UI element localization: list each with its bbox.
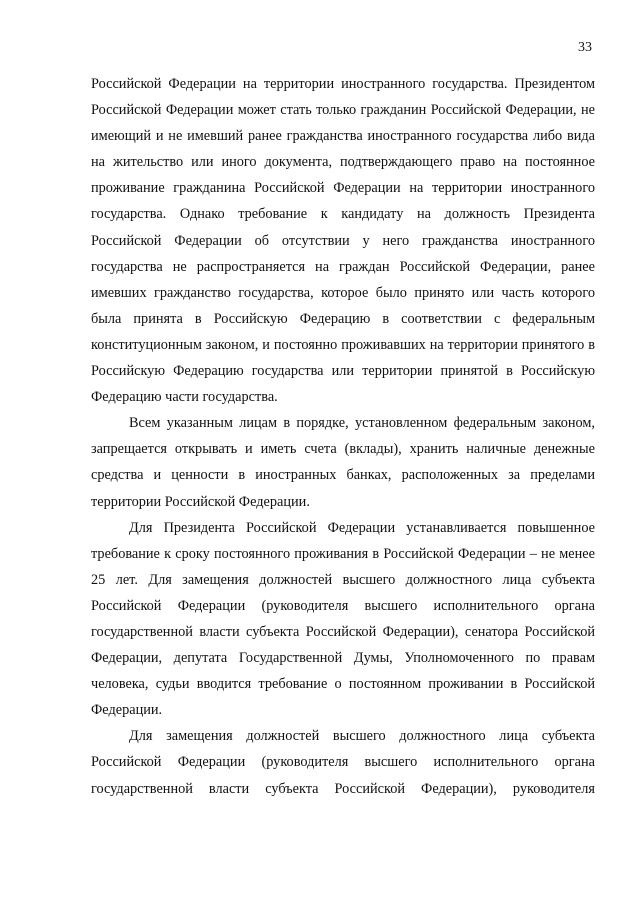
paragraph-regional-heads: Для замещения должностей высшего должностного лица субъекта Российской Федерации (руководителя высшего исполнительного органа государственной власти субъекта Российской Федерации), руководителя bbox=[91, 728, 595, 797]
paragraph-residency-requirement: Для Президента Российской Федерации устанавливается повышенное требование к сроку постоянного проживания в Российской Федерации – не менее 25 лет. Для замещения должностей высшего должностного лица субъекта Российской Федерации (руководителя высшего исполнительного органа государственной власти субъекта Российской Федерации), сенатора Российской Федерации, депутата Государственной Думы, Уполномоченного по правам человека, судьи вводится требование о постоянном проживании в Российской Федерации. bbox=[91, 519, 595, 719]
page-number: 33 bbox=[578, 40, 592, 55]
paragraph-citizenship-requirement: Российской Федерации на территории иностранного государства. Президентом Российской Федерации может стать только гражданин Российской Федерации, не имеющий и не имевший ранее гражданства иностранного государства либо вида на жительство или иного документа, подтверждающего право на постоянное проживание гражданина Российской Федерации на территории иностранного государства. Однако требование к кандидату на должность Президента Российской Федерации об отсутствии у него гражданства иностранного государства не распространяется на граждан Российской Федерации, ранее имевших гражданство государства, которое было принято или часть которого была принята в Российскую Федерацию в соответствии с федеральным конституционным законом, и постоянно проживавших на территории принятого в Российскую Федерацию государства или территории принятой в Российскую Федерацию части государства. bbox=[91, 76, 595, 406]
paragraph-foreign-bank-prohibition: Всем указанным лицам в порядке, установленном федеральным законом, запрещается открывать и иметь счета (вклады), хранить наличные денежные средства и ценности в иностранных банках, расположенных за пределами территории Российской Федерации. bbox=[91, 415, 595, 510]
document-body bbox=[91, 71, 595, 802]
